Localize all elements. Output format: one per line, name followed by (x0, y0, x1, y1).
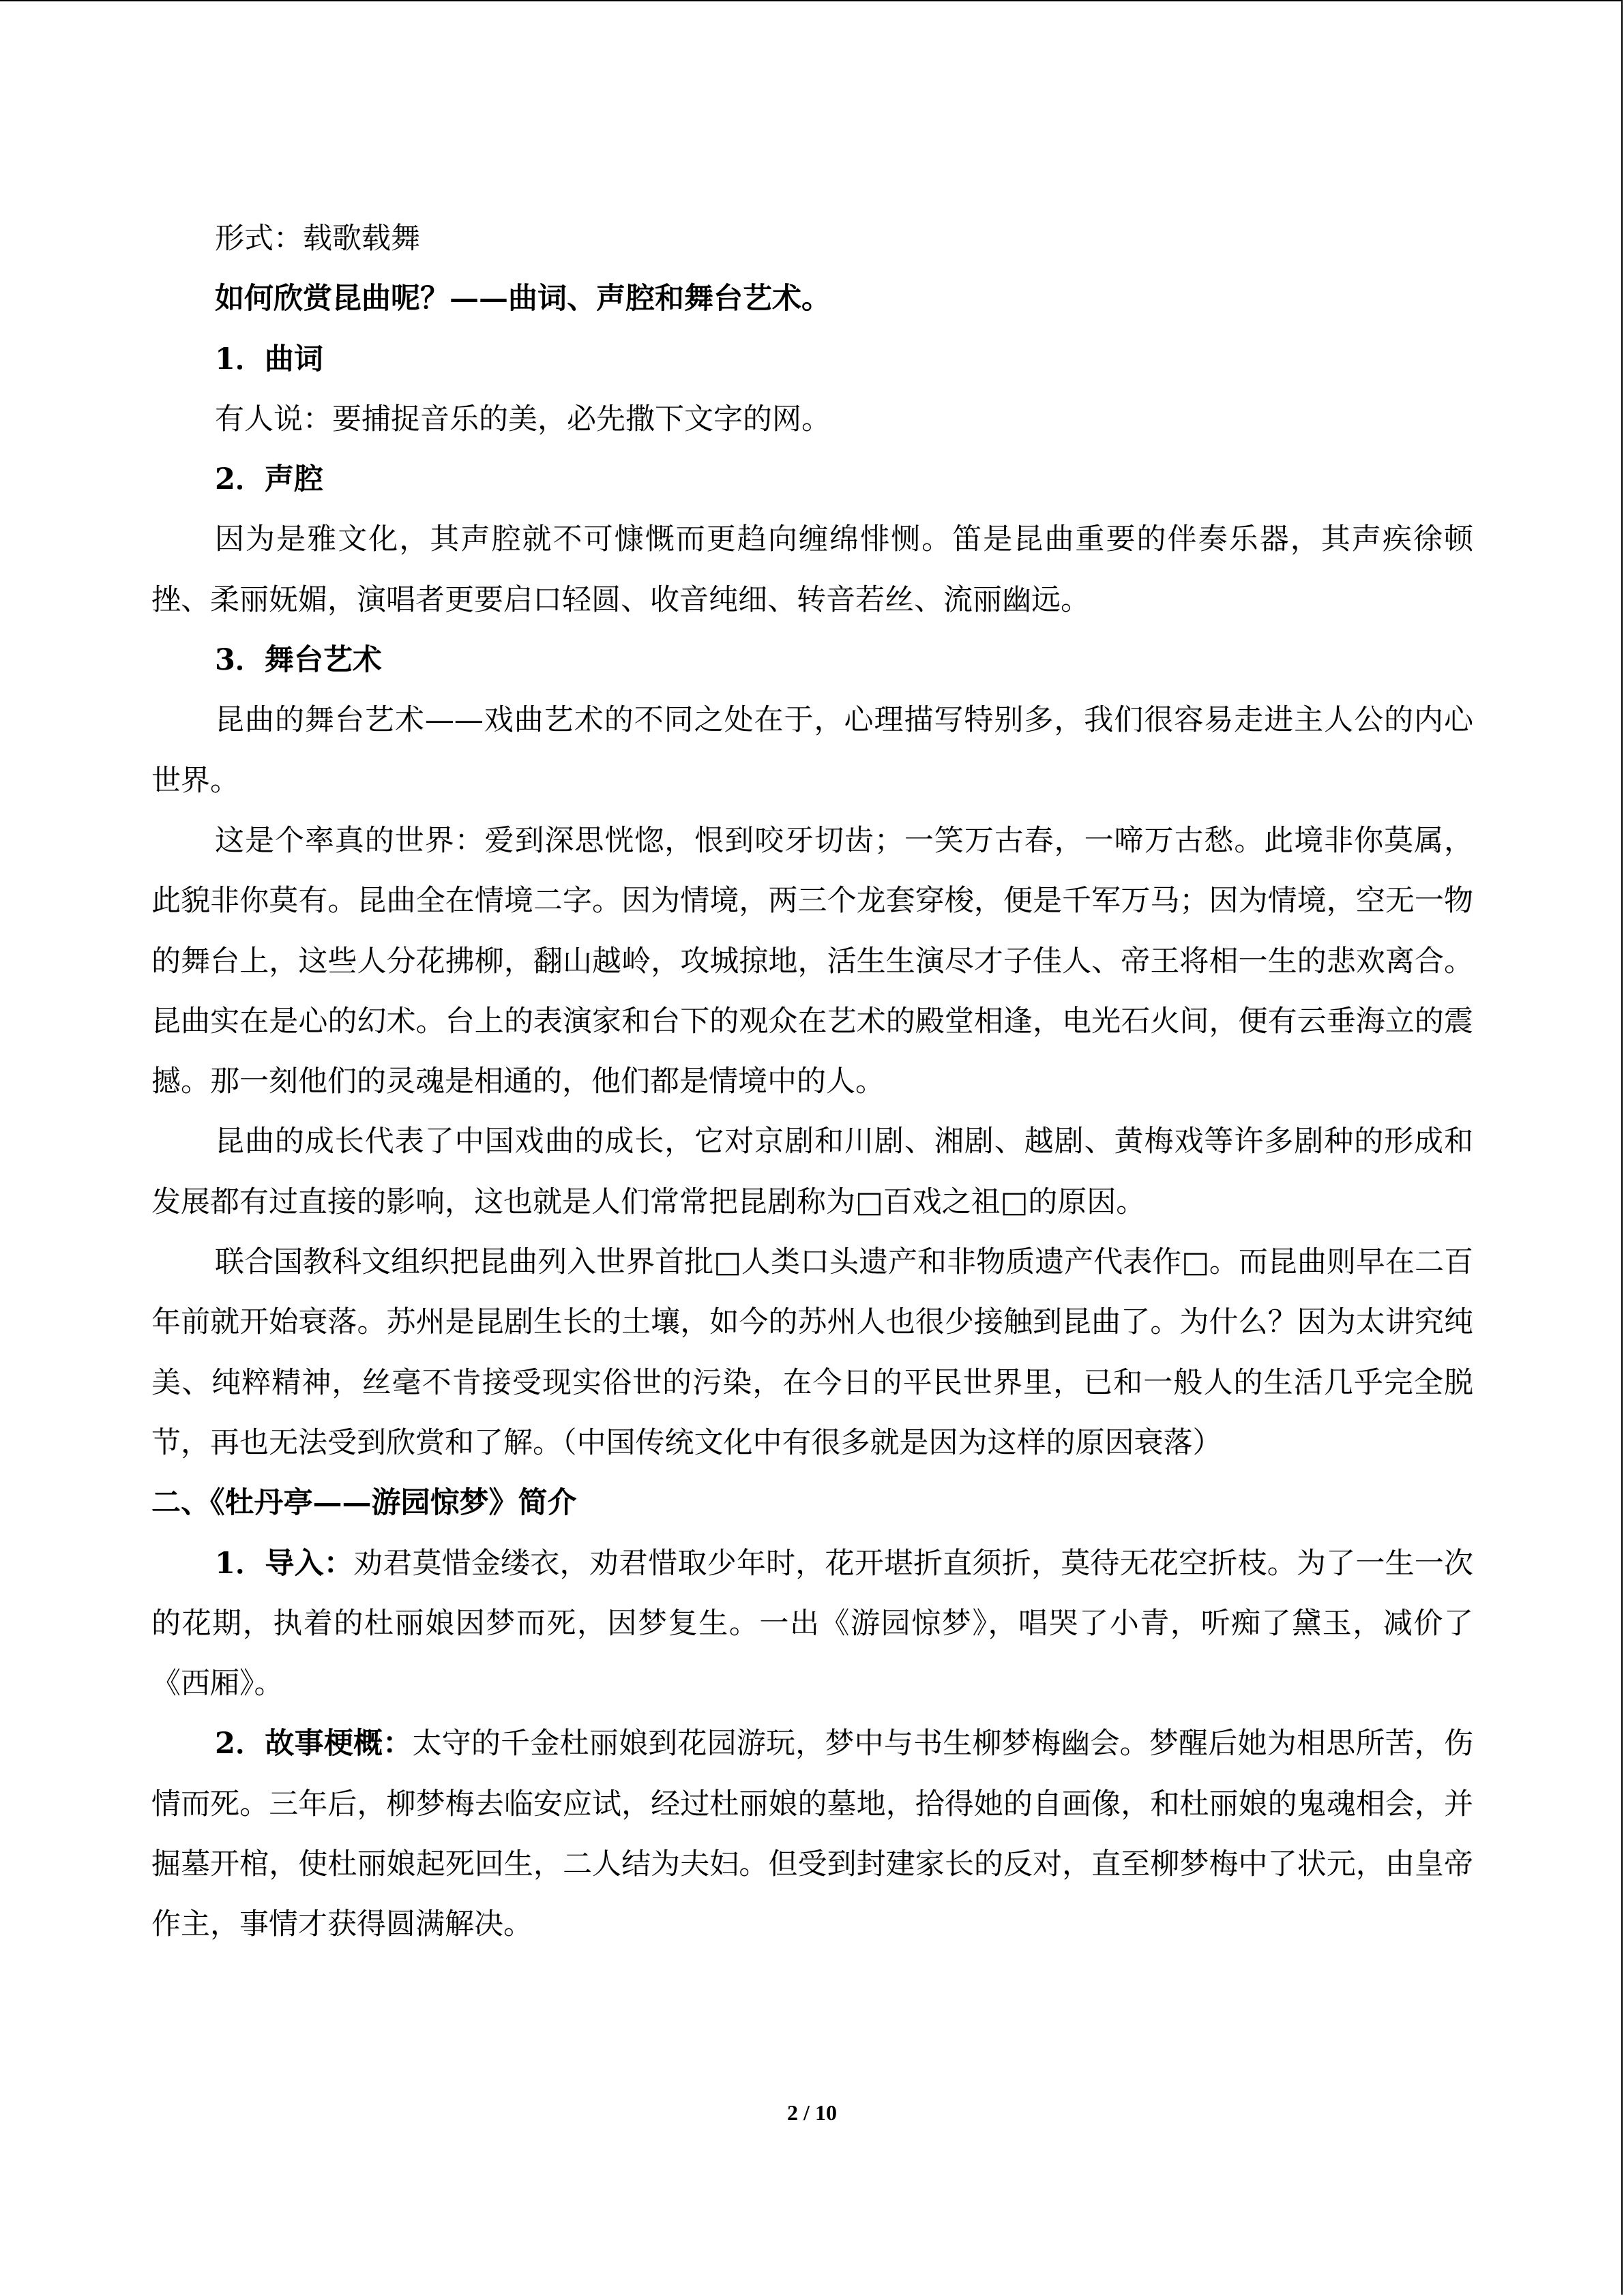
story-paragraph (151, 1714, 1473, 1954)
intro-label: 1．导入： (215, 1546, 354, 1581)
document-body (151, 209, 1473, 1955)
stage-paragraph-4: 联合国教科文组织把昆曲列入世界首批□人类口头遗产和非物质遗产代表作□。而昆曲则早在二百年前就开始衰落。苏州是昆剧生长的土壤，如今的苏州人也很少接触到昆曲了。为什么？因为太讲究纯美、纯粹精神，丝毫不肯接受现实俗世的污染，在今日的平民世界里，已和一般人的生活几乎完全脱节，再也无法受到欣赏和了解。（中国传统文化中有很多就是因为这样的原因衰落） (151, 1245, 1473, 1460)
stage-paragraph-3: 昆曲的成长代表了中国戏曲的成长，它对京剧和川剧、湘剧、越剧、黄梅戏等许多剧种的形成和发展都有过直接的影响，这也就是人们常常把昆剧称为□百戏之祖□的原因。 (151, 1124, 1473, 1219)
story-label: 2．故事梗概： (215, 1727, 413, 1761)
section-stage-title: 3．舞台艺术 (215, 643, 382, 678)
intro-text: 劝君莫惜金缕衣，劝君惜取少年时，花开堪折直须折，莫待无花空折枝。为了一生一次的花期，执着的杜丽娘因梦而死，因梦复生。一出《游园惊梦》，唱哭了小青，听痴了黛玉，减价了《西厢》。 (151, 1546, 1474, 1701)
form-line: 形式：载歌载舞 (215, 222, 420, 256)
intro-paragraph (151, 1534, 1473, 1714)
section-lyrics-title: 1．曲词 (215, 342, 323, 376)
stage-paragraph-2: 这是个率真的世界：爱到深思恍惚，恨到咬牙切齿；一笑万古春，一啼万古愁。此境非你莫属，此貌非你莫有。昆曲全在情境二字。因为情境，两三个龙套穿梭，便是千军万马；因为情境，空无一物的舞台上，这些人分花拂柳，翻山越岭，攻城掠地，活生生演尽才子佳人、帝王将相一生的悲欢离合。昆曲实在是心的幻术。台上的表演家和台下的观众在艺术的殿堂相逢，电光石火间，便有云垂海立的震撼。那一刻他们的灵魂是相通的，他们都是情境中的人。 (151, 823, 1473, 1099)
how-to-appreciate-heading: 如何欣赏昆曲呢？——曲词、声腔和舞台艺术。 (215, 282, 831, 316)
section-vocal-title: 2．声腔 (215, 462, 323, 497)
section-vocal-text: 因为是雅文化，其声腔就不可慷慨而更趋向缠绵悱恻。笛是昆曲重要的伴奏乐器，其声疾徐顿挫、柔丽妩媚，演唱者更要启口轻圆、收音纯细、转音若丝、流丽幽远。 (151, 522, 1473, 617)
stage-paragraph-1: 昆曲的舞台艺术——戏曲艺术的不同之处在于，心理描写特别多，我们很容易走进主人公的内心世界。 (151, 703, 1473, 798)
page-number: 2 / 10 (787, 2100, 837, 2125)
section-lyrics-text: 有人说：要捕捉音乐的美，必先撒下文字的网。 (215, 402, 831, 436)
section-two-title: 二、《牡丹亭——游园惊梦》简介 (151, 1486, 577, 1521)
story-text: 太守的千金杜丽娘到花园游玩，梦中与书生柳梦梅幽会。梦醒后她为相思所苦，伤情而死。三年后，柳梦梅去临安应试，经过杜丽娘的墓地，拾得她的自画像，和杜丽娘的鬼魂相会，并掘墓开棺，使杜丽娘起死回生，二人结为夫妇。但受到封建家长的反对，直至柳梦梅中了状元，由皇帝作主，事情才获得圆满解决。 (151, 1727, 1474, 1942)
